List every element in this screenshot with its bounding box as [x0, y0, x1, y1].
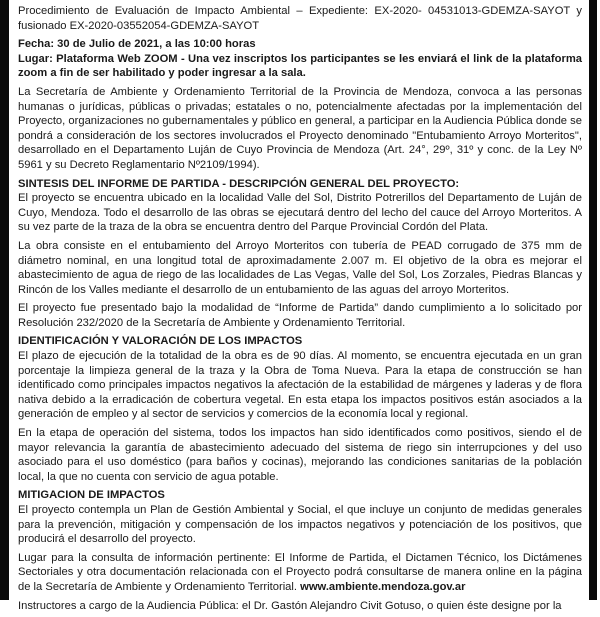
- lugar-line: Lugar: Plataforma Web ZOOM - Una vez inscriptos los participantes se les enviará el link de la plataforma zoom a fin de ser habilitado y poder ingresar a la sala.: [18, 52, 582, 80]
- document-page: [18, 4, 582, 617]
- mitigacion-heading: MITIGACION DE IMPACTOS: [18, 489, 165, 502]
- identificacion-heading: IDENTIFICACIÓN Y VALORACIÓN DE LOS IMPACTOS: [18, 335, 303, 348]
- obra-paragraph: La obra consiste en el entubamiento del Arroyo Morteritos con tubería de PEAD corrugado de 375 mm de diámetro nominal, en una longitud total de aproximadamente 2.007 m. El objetivo de la obra es mejorar el abastecimiento de agua de riego de las localidades de Las Vegas, Valle del Sol, Los Zorzales, Piedras Blancas y Rincón de los Valles mediante el desarrollo de un entubamiento de las aguas del arroyo Morteritos.: [18, 239, 582, 296]
- consulta-url: www.ambiente.mendoza.gov.ar: [300, 580, 466, 593]
- operacion-paragraph: En la etapa de operación del sistema, todos los impactos han sido identificados como positivos, siendo el de mayor relevancia la garantía de abastecimiento adecuado del sistema de riego sin interrupciones y del uso asociado para el uso doméstico (para baños y cocinas), mejorando las condiciones sanitarias de la población local, la que no cuenta con servicio de agua potable.: [18, 427, 582, 483]
- fecha-line: Fecha: 30 de Julio de 2021, a las 10:00 horas: [18, 38, 256, 51]
- plan-paragraph: El proyecto contempla un Plan de Gestión Ambiental y Social, el que incluye un conjunto de medidas generales para la prevención, mitigación y compensación de los impactos negativos y potenciación de los positivos, que producirá el desarrollo del proyecto.: [18, 504, 582, 546]
- modalidad-paragraph: El proyecto fue presentado bajo la modalidad de “Informe de Partida” dando cumplimiento a lo solicitado por Resolución 232/2020 de la Secretaría de Ambiente y Ordenamiento Territorial.: [18, 302, 582, 329]
- sintesis-heading: SINTESIS DEL INFORME DE PARTIDA - DESCRIPCIÓN GENERAL DEL PROYECTO:: [18, 177, 460, 190]
- expediente-paragraph: Procedimiento de Evaluación de Impacto Ambiental – Expediente: EX-2020- 04531013-GDEMZA-SAYOT y fusionado EX-2020-03552054-GDEMZA-SAYOT: [18, 5, 582, 32]
- consulta-paragraph: [18, 551, 582, 595]
- instructores-paragraph: Instructores a cargo de la Audiencia Pública: el Dr. Gastón Alejandro Civit Gotuso, o quien éste designe por la: [18, 599, 562, 612]
- fecha-lugar-paragraph: [18, 37, 582, 81]
- convocatoria-paragraph: La Secretaría de Ambiente y Ordenamiento Territorial de la Provincia de Mendoza, convoca a las personas humanas o jurídicas, públicas o privadas; estatales o no, potencialmente afectadas por la implementación del Proyecto, organizaciones no gubernamentales y público en general, a participar en la Audiencia Pública donde se pondrá a consideración de los sectores involucrados el Proyecto denominado "Entubamiento Arroyo Morteritos", desarrollado en el Departamento Luján de Cuyo Provincia de Mendoza (Art. 24°, 29º, 31º y conc. de la Ley Nº 5961 y su Decreto Reglamentario Nº2109/1994).: [18, 85, 582, 171]
- plazo-paragraph: El plazo de ejecución de la totalidad de la obra es de 90 días. Al momento, se encuentra ejecutada en un gran porcentaje la limpieza general de la traza y la Obra de Toma Nueva. Para la etapa de construcción se han identificado como principales impactos negativos la afectación de la estabilidad de márgenes y laderas y de flora nativa debido a la erradicación de cobertura vegetal. En esta etapa los impactos positivos están asociados a la generación de empleo y al sector de servicios y comercios de la economía local y regional.: [18, 350, 582, 421]
- scan-edge-left-bar: [0, 0, 9, 600]
- ubicacion-paragraph: El proyecto se encuentra ubicado en la localidad Valle del Sol, Distrito Potrerillos del Departamento de Luján de Cuyo, Mendoza. Todo el desarrollo de las obras se ejecutará dentro del lecho del cauce del Arroyo Morteritos. A su vez parte de la traza de la obra se encuentra dentro del Parque Provincial Cordón del Plata.: [18, 192, 582, 234]
- scan-edge-right-bar: [589, 0, 597, 600]
- consulta-text: Lugar para la consulta de información pertinente: El Informe de Partida, el Dictamen Técnico, los Dictámenes Sectoriales y otra documentación relacionada con el Proyecto podrá consultarse de manera online en la página de la Secretaría de Ambiente y Ordenamiento Territorial.: [18, 551, 582, 593]
